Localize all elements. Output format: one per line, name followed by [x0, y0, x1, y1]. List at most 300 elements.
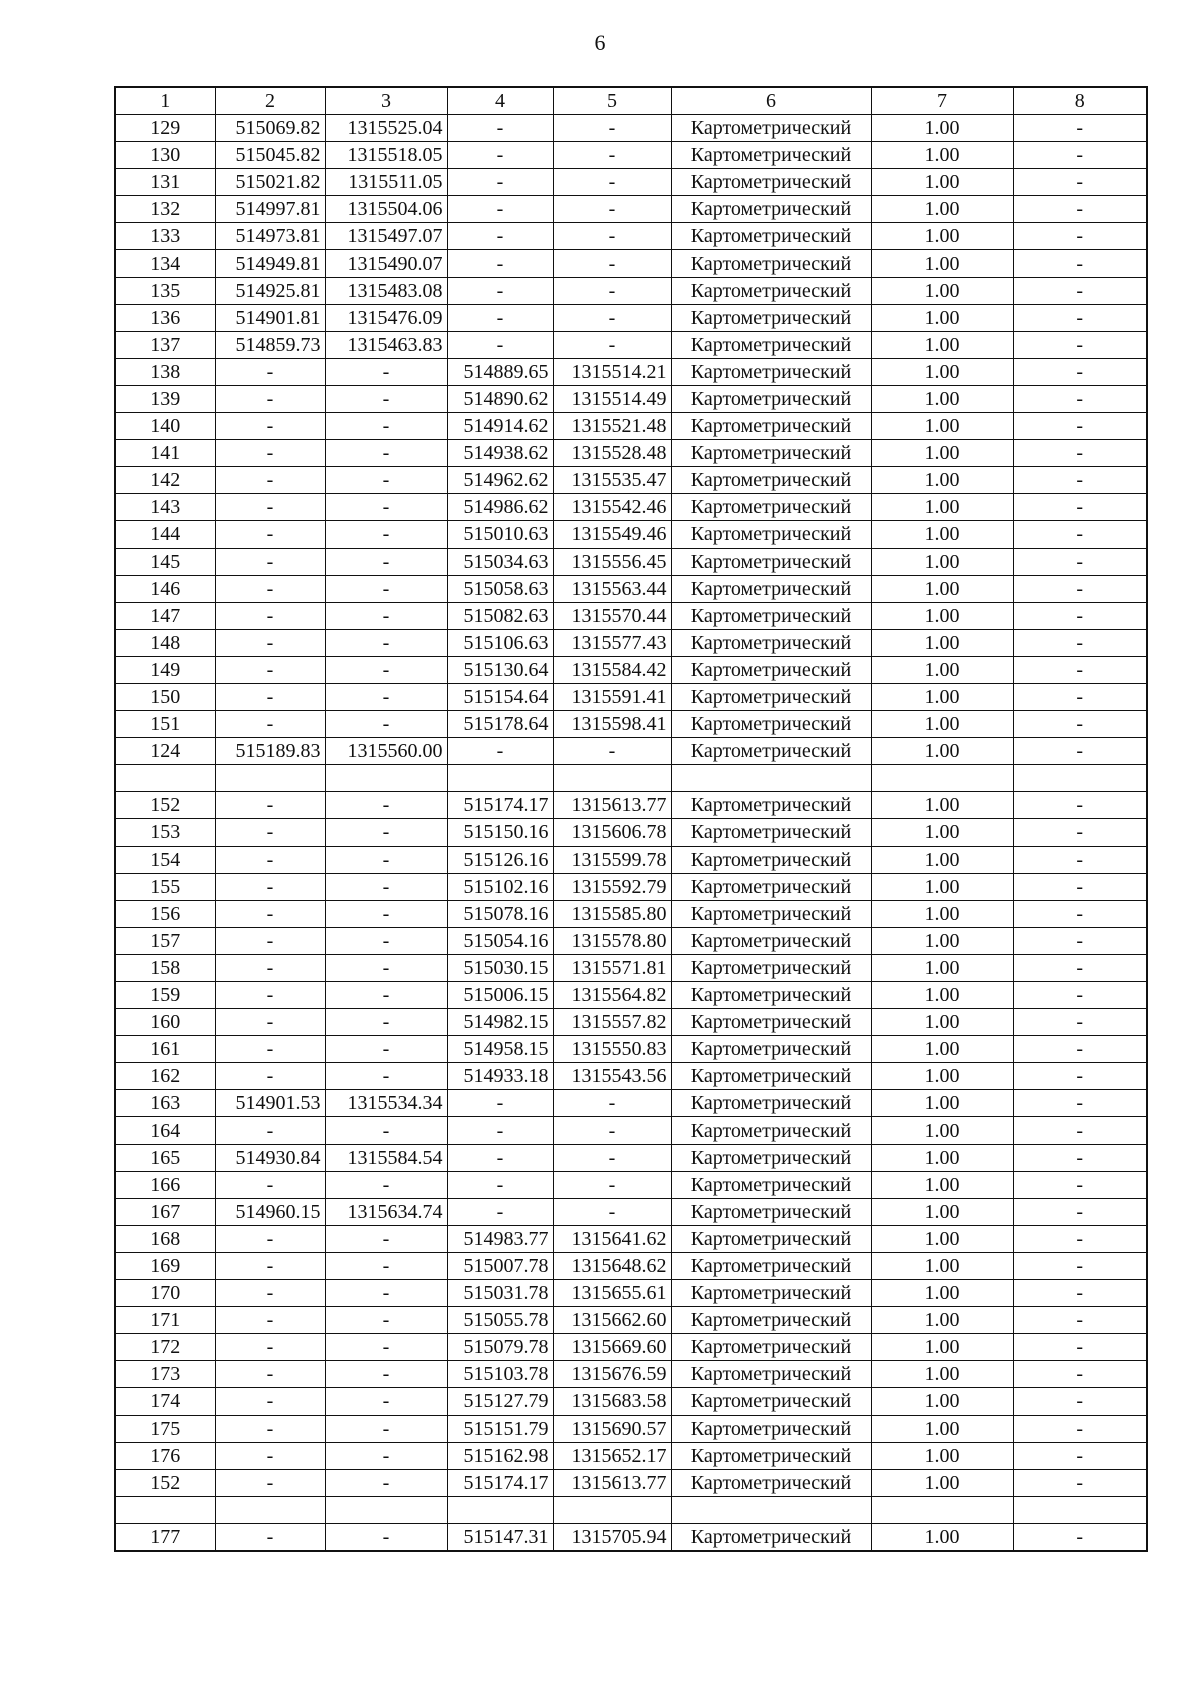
table-cell: -	[215, 521, 325, 548]
table-cell: -	[1013, 927, 1147, 954]
table-cell: -	[215, 1225, 325, 1252]
table-cell: 162	[115, 1063, 215, 1090]
table-cell: -	[215, 413, 325, 440]
table-cell: -	[447, 1171, 553, 1198]
table-cell: 515078.16	[447, 900, 553, 927]
table-cell: -	[1013, 304, 1147, 331]
table-row	[115, 954, 1147, 981]
table-cell: -	[215, 683, 325, 710]
table-cell: -	[325, 982, 447, 1009]
table-cell: Картометрический	[671, 873, 871, 900]
table-cell: 1315648.62	[553, 1252, 671, 1279]
table-cell: 515103.78	[447, 1361, 553, 1388]
table-cell: 149	[115, 656, 215, 683]
table-cell: -	[325, 467, 447, 494]
table-cell: -	[553, 223, 671, 250]
header-cell: 1	[115, 87, 215, 115]
table-cell: 1315534.34	[325, 1090, 447, 1117]
table-cell: -	[447, 169, 553, 196]
table-cell: 1.00	[871, 900, 1013, 927]
table-cell: -	[215, 846, 325, 873]
table-cell: -	[1013, 1090, 1147, 1117]
table-cell: 1.00	[871, 711, 1013, 738]
table-cell: -	[325, 575, 447, 602]
table-cell: -	[325, 1171, 447, 1198]
table-cell	[1013, 765, 1147, 792]
table-cell: 131	[115, 169, 215, 196]
table-row	[115, 250, 1147, 277]
table-cell: 515030.15	[447, 954, 553, 981]
table-row	[115, 1225, 1147, 1252]
table-cell: Картометрический	[671, 1388, 871, 1415]
table-cell: -	[1013, 115, 1147, 142]
table-cell: Картометрический	[671, 602, 871, 629]
table-cell: 169	[115, 1252, 215, 1279]
header-cell: 8	[1013, 87, 1147, 115]
table-cell: -	[215, 819, 325, 846]
table-cell: Картометрический	[671, 385, 871, 412]
table-cell: -	[1013, 1523, 1147, 1551]
table-cell: Картометрический	[671, 1280, 871, 1307]
table-cell: -	[215, 1334, 325, 1361]
table-cell: -	[1013, 223, 1147, 250]
table-cell: 1315490.07	[325, 250, 447, 277]
table-cell: 154	[115, 846, 215, 873]
table-cell: 1315634.74	[325, 1198, 447, 1225]
table-cell: -	[1013, 521, 1147, 548]
table-cell	[215, 765, 325, 792]
table-cell: -	[447, 223, 553, 250]
table-cell: 515010.63	[447, 521, 553, 548]
table-row	[115, 927, 1147, 954]
table-cell: Картометрический	[671, 1469, 871, 1496]
table-cell: 515150.16	[447, 819, 553, 846]
table-cell: 514914.62	[447, 413, 553, 440]
table-row	[115, 1361, 1147, 1388]
table-cell: 1.00	[871, 1117, 1013, 1144]
table-cell: 1.00	[871, 819, 1013, 846]
table-cell: 170	[115, 1280, 215, 1307]
table-cell: 160	[115, 1009, 215, 1036]
table-cell: 1315683.58	[553, 1388, 671, 1415]
table-cell: -	[447, 1198, 553, 1225]
table-cell: Картометрический	[671, 304, 871, 331]
table-cell: -	[553, 250, 671, 277]
table-row	[115, 1442, 1147, 1469]
table-cell: 1315557.82	[553, 1009, 671, 1036]
table-cell: 515055.78	[447, 1307, 553, 1334]
table-cell: -	[553, 142, 671, 169]
table-cell: -	[553, 331, 671, 358]
table-row	[115, 304, 1147, 331]
table-cell: -	[553, 1144, 671, 1171]
table-cell: 515127.79	[447, 1388, 553, 1415]
table-row	[115, 1117, 1147, 1144]
table-cell: -	[325, 927, 447, 954]
table-cell: -	[215, 1469, 325, 1496]
table-cell: 1.00	[871, 1523, 1013, 1551]
table-cell: 1315497.07	[325, 223, 447, 250]
table-cell: -	[1013, 1225, 1147, 1252]
table-cell: Картометрический	[671, 819, 871, 846]
table-cell: 515189.83	[215, 738, 325, 765]
table-cell: 1315598.41	[553, 711, 671, 738]
table-cell: 1.00	[871, 954, 1013, 981]
table-cell: 514889.65	[447, 358, 553, 385]
table-cell: -	[1013, 683, 1147, 710]
table-cell: Картометрический	[671, 575, 871, 602]
table-row	[115, 277, 1147, 304]
table-cell: 1315652.17	[553, 1442, 671, 1469]
table-cell: 173	[115, 1361, 215, 1388]
table-cell: -	[1013, 277, 1147, 304]
table-cell: 174	[115, 1388, 215, 1415]
table-cell: -	[1013, 819, 1147, 846]
table-cell: -	[215, 1009, 325, 1036]
table-row	[115, 467, 1147, 494]
table-cell: Картометрический	[671, 331, 871, 358]
table-cell: 514925.81	[215, 277, 325, 304]
table-cell: 515006.15	[447, 982, 553, 1009]
table-cell: -	[1013, 792, 1147, 819]
table-cell: Картометрический	[671, 169, 871, 196]
table-cell: 514949.81	[215, 250, 325, 277]
table-row	[115, 683, 1147, 710]
table-cell: 1315543.56	[553, 1063, 671, 1090]
table-cell: 168	[115, 1225, 215, 1252]
table-cell: 1315570.44	[553, 602, 671, 629]
table-cell: -	[215, 1523, 325, 1551]
header-cell: 5	[553, 87, 671, 115]
table-cell: 151	[115, 711, 215, 738]
table-cell: 514933.18	[447, 1063, 553, 1090]
table-cell: 158	[115, 954, 215, 981]
table-cell: Картометрический	[671, 982, 871, 1009]
table-cell: 1.00	[871, 602, 1013, 629]
table-cell: 1315514.49	[553, 385, 671, 412]
table-cell: 1.00	[871, 1334, 1013, 1361]
table-cell: 515154.64	[447, 683, 553, 710]
table-cell: Картометрический	[671, 1171, 871, 1198]
table-cell: Картометрический	[671, 1523, 871, 1551]
table-cell: 159	[115, 982, 215, 1009]
table-cell: 1.00	[871, 413, 1013, 440]
table-cell: 1.00	[871, 250, 1013, 277]
table-cell: 148	[115, 629, 215, 656]
table-cell: 136	[115, 304, 215, 331]
table-cell: 1.00	[871, 1280, 1013, 1307]
table-cell: 1.00	[871, 467, 1013, 494]
table-cell: 1315560.00	[325, 738, 447, 765]
table-row	[115, 1415, 1147, 1442]
table-row	[115, 548, 1147, 575]
table-cell: 1315599.78	[553, 846, 671, 873]
table-cell: -	[215, 1036, 325, 1063]
table-row	[115, 196, 1147, 223]
table-cell: Картометрический	[671, 1361, 871, 1388]
table-cell: 1.00	[871, 1307, 1013, 1334]
table-row	[115, 142, 1147, 169]
table-cell: 1315535.47	[553, 467, 671, 494]
table-cell: -	[1013, 494, 1147, 521]
table-cell: 515126.16	[447, 846, 553, 873]
table-cell: -	[1013, 656, 1147, 683]
table-cell: 146	[115, 575, 215, 602]
table-cell: -	[1013, 1361, 1147, 1388]
table-cell: 152	[115, 1469, 215, 1496]
table-cell: -	[215, 1280, 325, 1307]
table-cell: 1.00	[871, 1361, 1013, 1388]
page-number: 6	[594, 30, 606, 55]
table-cell: -	[1013, 1252, 1147, 1279]
table-cell: Картометрический	[671, 711, 871, 738]
table-row	[115, 711, 1147, 738]
table-cell: 1315592.79	[553, 873, 671, 900]
table-cell: -	[1013, 738, 1147, 765]
table-cell: 1.00	[871, 656, 1013, 683]
table-cell	[115, 765, 215, 792]
table-cell: 124	[115, 738, 215, 765]
table-row	[115, 1198, 1147, 1225]
table-cell: -	[325, 1036, 447, 1063]
table-cell: 1315690.57	[553, 1415, 671, 1442]
table-cell: 142	[115, 467, 215, 494]
table-cell: Картометрический	[671, 1009, 871, 1036]
table-cell: 1315549.46	[553, 521, 671, 548]
table-cell: -	[1013, 575, 1147, 602]
table-cell: 1.00	[871, 1442, 1013, 1469]
table-cell: Картометрический	[671, 1334, 871, 1361]
table-cell: -	[1013, 1307, 1147, 1334]
table-row	[115, 385, 1147, 412]
table-cell: 1315571.81	[553, 954, 671, 981]
table-row	[115, 521, 1147, 548]
table-cell: -	[1013, 413, 1147, 440]
table-row	[115, 440, 1147, 467]
table-cell: 515178.64	[447, 711, 553, 738]
table-cell: 515102.16	[447, 873, 553, 900]
table-cell: Картометрический	[671, 1442, 871, 1469]
table-cell: -	[1013, 1469, 1147, 1496]
table-cell: -	[447, 738, 553, 765]
table-cell: -	[325, 385, 447, 412]
table-cell: -	[325, 521, 447, 548]
table-cell: 1315550.83	[553, 1036, 671, 1063]
table-cell: -	[1013, 1009, 1147, 1036]
table-cell: -	[325, 711, 447, 738]
table-cell: 1.00	[871, 1144, 1013, 1171]
table-row	[115, 765, 1147, 792]
table-cell: 514859.73	[215, 331, 325, 358]
table-cell: 514938.62	[447, 440, 553, 467]
table-cell: Картометрический	[671, 1144, 871, 1171]
table-cell: 1315606.78	[553, 819, 671, 846]
table-cell: 514962.62	[447, 467, 553, 494]
table-cell	[671, 1496, 871, 1523]
table-cell: 1315613.77	[553, 792, 671, 819]
table-cell: -	[1013, 873, 1147, 900]
table-cell: -	[1013, 1198, 1147, 1225]
table-cell: 514901.81	[215, 304, 325, 331]
table-cell: -	[325, 954, 447, 981]
table-row	[115, 873, 1147, 900]
table-cell: -	[215, 1171, 325, 1198]
table-row	[115, 1036, 1147, 1063]
table-cell: Картометрический	[671, 440, 871, 467]
table-cell	[671, 765, 871, 792]
table-cell: 1315463.83	[325, 331, 447, 358]
table-row	[115, 900, 1147, 927]
table-cell: -	[325, 1361, 447, 1388]
table-cell: -	[1013, 1388, 1147, 1415]
table-cell: -	[325, 1307, 447, 1334]
table-cell: 137	[115, 331, 215, 358]
table-cell: 161	[115, 1036, 215, 1063]
table-cell: -	[215, 1361, 325, 1388]
table-cell: 1315556.45	[553, 548, 671, 575]
table-cell: 1.00	[871, 873, 1013, 900]
table-cell: -	[215, 385, 325, 412]
table-cell: 1.00	[871, 548, 1013, 575]
table-cell: -	[1013, 1442, 1147, 1469]
table-cell: 135	[115, 277, 215, 304]
table-cell: -	[215, 1442, 325, 1469]
table-cell: 150	[115, 683, 215, 710]
table-cell: -	[325, 873, 447, 900]
table-cell: -	[325, 602, 447, 629]
table-cell: -	[325, 1388, 447, 1415]
table-cell: Картометрический	[671, 1225, 871, 1252]
table-cell: 1.00	[871, 1252, 1013, 1279]
table-cell: -	[325, 629, 447, 656]
table-row	[115, 575, 1147, 602]
table-cell: -	[215, 1388, 325, 1415]
table-row	[115, 494, 1147, 521]
table-cell: -	[325, 1117, 447, 1144]
table-row	[115, 1307, 1147, 1334]
table-cell: 1315525.04	[325, 115, 447, 142]
table-cell: -	[215, 494, 325, 521]
table-cell: 143	[115, 494, 215, 521]
table-cell: -	[1013, 711, 1147, 738]
table-cell: 1315585.80	[553, 900, 671, 927]
table-cell: 164	[115, 1117, 215, 1144]
table-cell: -	[215, 1063, 325, 1090]
table-cell: 1.00	[871, 846, 1013, 873]
table-cell: Картометрический	[671, 954, 871, 981]
table-cell	[1013, 1496, 1147, 1523]
table-cell	[447, 1496, 553, 1523]
table-cell: -	[1013, 900, 1147, 927]
table-cell: 139	[115, 385, 215, 412]
table-cell: -	[1013, 629, 1147, 656]
table-cell: -	[553, 169, 671, 196]
table-cell: 1315518.05	[325, 142, 447, 169]
header-cell: 2	[215, 87, 325, 115]
table-cell: 153	[115, 819, 215, 846]
table-cell: -	[447, 1117, 553, 1144]
table-row	[115, 1171, 1147, 1198]
table-cell: 144	[115, 521, 215, 548]
table-cell: Картометрический	[671, 250, 871, 277]
table-cell: 1.00	[871, 196, 1013, 223]
table-cell: 1315504.06	[325, 196, 447, 223]
table-cell: 1315577.43	[553, 629, 671, 656]
table-cell	[325, 1496, 447, 1523]
table-cell: 1315564.82	[553, 982, 671, 1009]
table-cell: 1.00	[871, 494, 1013, 521]
table-cell: -	[215, 1252, 325, 1279]
table-cell: 515162.98	[447, 1442, 553, 1469]
table-cell: 1315613.77	[553, 1469, 671, 1496]
table-cell: 1315521.48	[553, 413, 671, 440]
table-cell: 1.00	[871, 277, 1013, 304]
table-cell: 1315584.42	[553, 656, 671, 683]
table-cell: 1315542.46	[553, 494, 671, 521]
table-row	[115, 1523, 1147, 1551]
table-cell	[215, 1496, 325, 1523]
table-cell: 1315483.08	[325, 277, 447, 304]
table-cell: -	[325, 656, 447, 683]
table-row	[115, 1090, 1147, 1117]
table-cell: Картометрический	[671, 413, 871, 440]
table-cell: Картометрический	[671, 196, 871, 223]
table-cell: 177	[115, 1523, 215, 1551]
table-cell: 1.00	[871, 142, 1013, 169]
table-cell: -	[325, 683, 447, 710]
table-cell: -	[325, 1469, 447, 1496]
table-cell: 1.00	[871, 1415, 1013, 1442]
table-cell: Картометрический	[671, 738, 871, 765]
table-row	[115, 331, 1147, 358]
table-cell: 145	[115, 548, 215, 575]
table-cell: Картометрический	[671, 927, 871, 954]
table-cell: 514930.84	[215, 1144, 325, 1171]
table-cell: -	[325, 819, 447, 846]
table-cell: -	[215, 1307, 325, 1334]
table-cell: -	[325, 1280, 447, 1307]
table-cell: -	[215, 954, 325, 981]
table-cell: 1.00	[871, 1469, 1013, 1496]
table-cell: -	[1013, 602, 1147, 629]
table-cell: -	[1013, 331, 1147, 358]
table-cell: 156	[115, 900, 215, 927]
table-cell: 130	[115, 142, 215, 169]
table-cell: -	[553, 1171, 671, 1198]
table-cell: -	[1013, 846, 1147, 873]
table-cell: -	[447, 1090, 553, 1117]
table-cell: 1.00	[871, 304, 1013, 331]
table-cell: -	[215, 873, 325, 900]
table-cell: -	[1013, 467, 1147, 494]
table-cell: 1.00	[871, 115, 1013, 142]
table-cell: 515069.82	[215, 115, 325, 142]
table-cell: 514960.15	[215, 1198, 325, 1225]
table-cell: -	[447, 196, 553, 223]
table-cell: 1315669.60	[553, 1334, 671, 1361]
table-cell: -	[325, 1225, 447, 1252]
table-cell: Картометрический	[671, 846, 871, 873]
table-cell: -	[215, 467, 325, 494]
table-cell: -	[447, 304, 553, 331]
table-row	[115, 819, 1147, 846]
table-cell: 163	[115, 1090, 215, 1117]
table-cell: 147	[115, 602, 215, 629]
table-row	[115, 1252, 1147, 1279]
table-cell: -	[553, 1090, 671, 1117]
table-cell: 1.00	[871, 358, 1013, 385]
table-cell: 1315662.60	[553, 1307, 671, 1334]
